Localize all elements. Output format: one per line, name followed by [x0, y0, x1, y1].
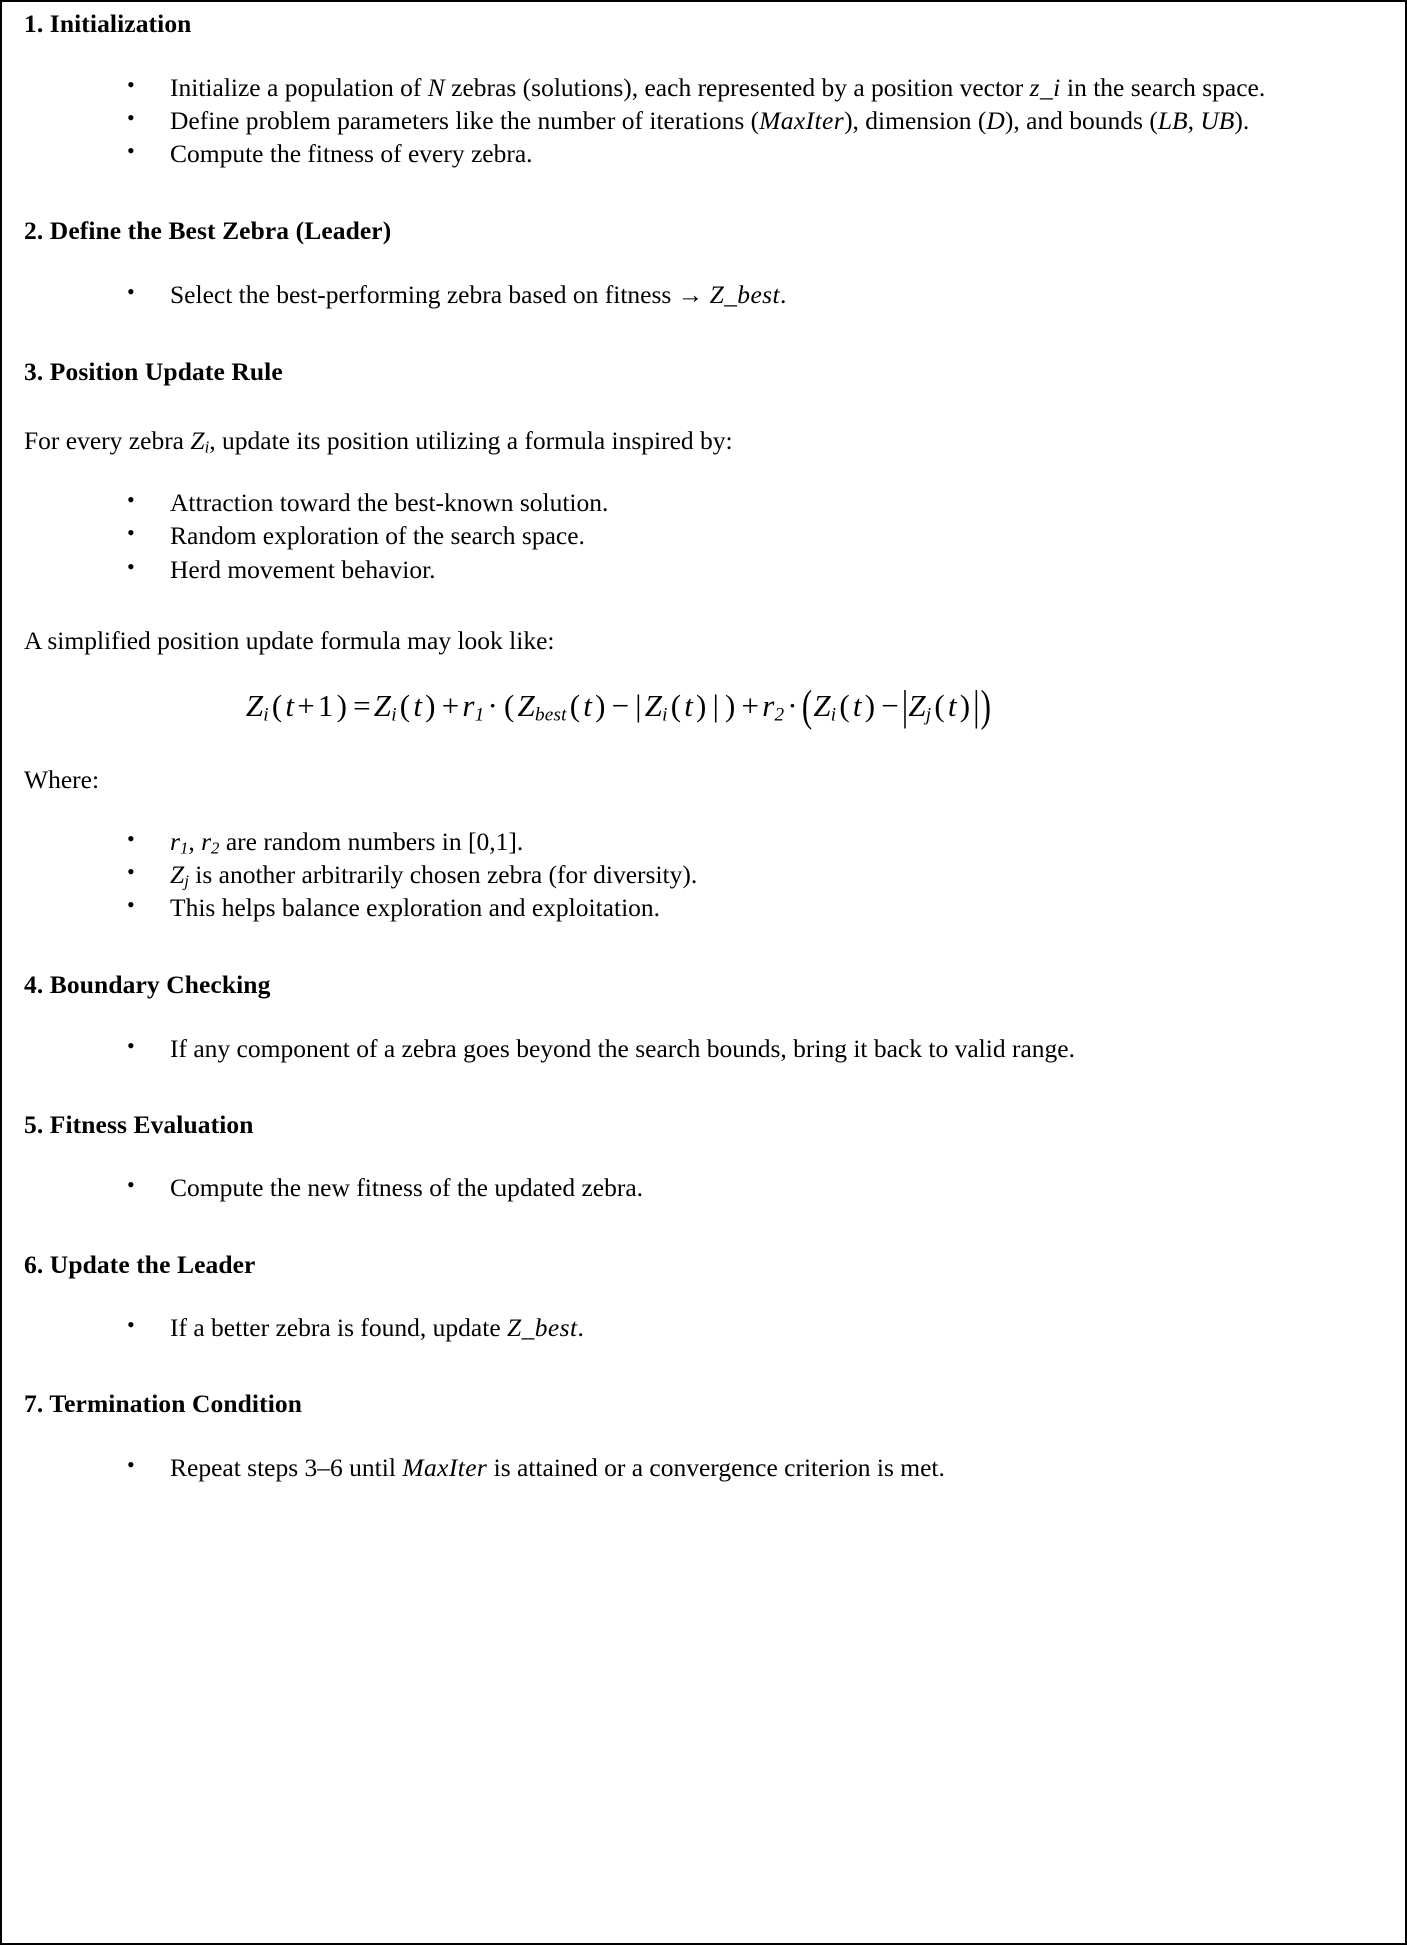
list-item: • Repeat steps 3–6 until MaxIter is attained or a convergence criterion is met. — [24, 1451, 1379, 1484]
where-label: Where: — [24, 764, 100, 794]
list-item: • Initialize a population of N zebras (solutions), each represented by a position vector z_i in the search space. — [24, 71, 1379, 104]
list-item: • $Z_j$ is another arbitrarily chosen zebra (for diversity). — [24, 858, 1379, 891]
position-update-equation: $Z_i(t+1) =Z_i(t) +r_1\cdot (Z_{best}(t) - |Z_i(t)$ | ) $+r_2\cdot (Z_i(t) -|Z_j(t)|)$ — [245, 679, 992, 731]
list-item: • This helps balance exploration and exploitation. — [24, 891, 1379, 924]
list-item: • Random exploration of the search space. — [24, 519, 1379, 552]
bullet-list-2 — [24, 278, 1379, 311]
section-heading-1: 1. Initialization — [24, 9, 192, 38]
formula-lead-text: A simplified position update formula may look like: — [24, 625, 555, 655]
list-item: • Compute the fitness of every zebra. — [24, 137, 1379, 170]
section-heading-6: 6. Update the Leader — [24, 1249, 256, 1279]
section-heading-2: 2. Define the Best Zebra (Leader) — [24, 215, 392, 245]
bullet-list-where — [24, 825, 1379, 924]
list-item: • Herd movement behavior. — [24, 553, 1379, 586]
list-item: • If any component of a zebra goes beyond the search bounds, bring it back to valid range. — [24, 1032, 1379, 1065]
list-item: • Attraction toward the best-known solution. — [24, 486, 1379, 519]
section-heading-7: 7. Termination Condition — [24, 1389, 303, 1419]
section-heading-5: 5. Fitness Evaluation — [24, 1109, 254, 1139]
bullet-list-1 — [24, 71, 1379, 170]
section-heading-4: 4. Boundary Checking — [24, 970, 271, 1000]
bullet-list-7 — [24, 1451, 1379, 1484]
list-item: • $r_1$, $r_2$ are random numbers in [0,1]. — [24, 825, 1379, 858]
list-item: • Select the best-performing zebra based on fitness → Z_best. — [24, 278, 1379, 311]
bullet-list-5 — [24, 1171, 1379, 1204]
position-update-intro: For every zebra $Z_i$, update its position utilizing a formula inspired by: — [24, 426, 733, 457]
bullet-list-6 — [24, 1311, 1379, 1344]
list-item: • Compute the new fitness of the updated zebra. — [24, 1171, 1379, 1204]
section-heading-3: 3. Position Update Rule — [24, 356, 283, 386]
bullet-list-3 — [24, 486, 1379, 585]
list-item: • If a better zebra is found, update Z_best. — [24, 1311, 1379, 1344]
bullet-list-4 — [24, 1032, 1379, 1065]
list-item: • Define problem parameters like the number of iterations (MaxIter), dimension (D), and bounds (LB, UB). — [24, 104, 1379, 137]
